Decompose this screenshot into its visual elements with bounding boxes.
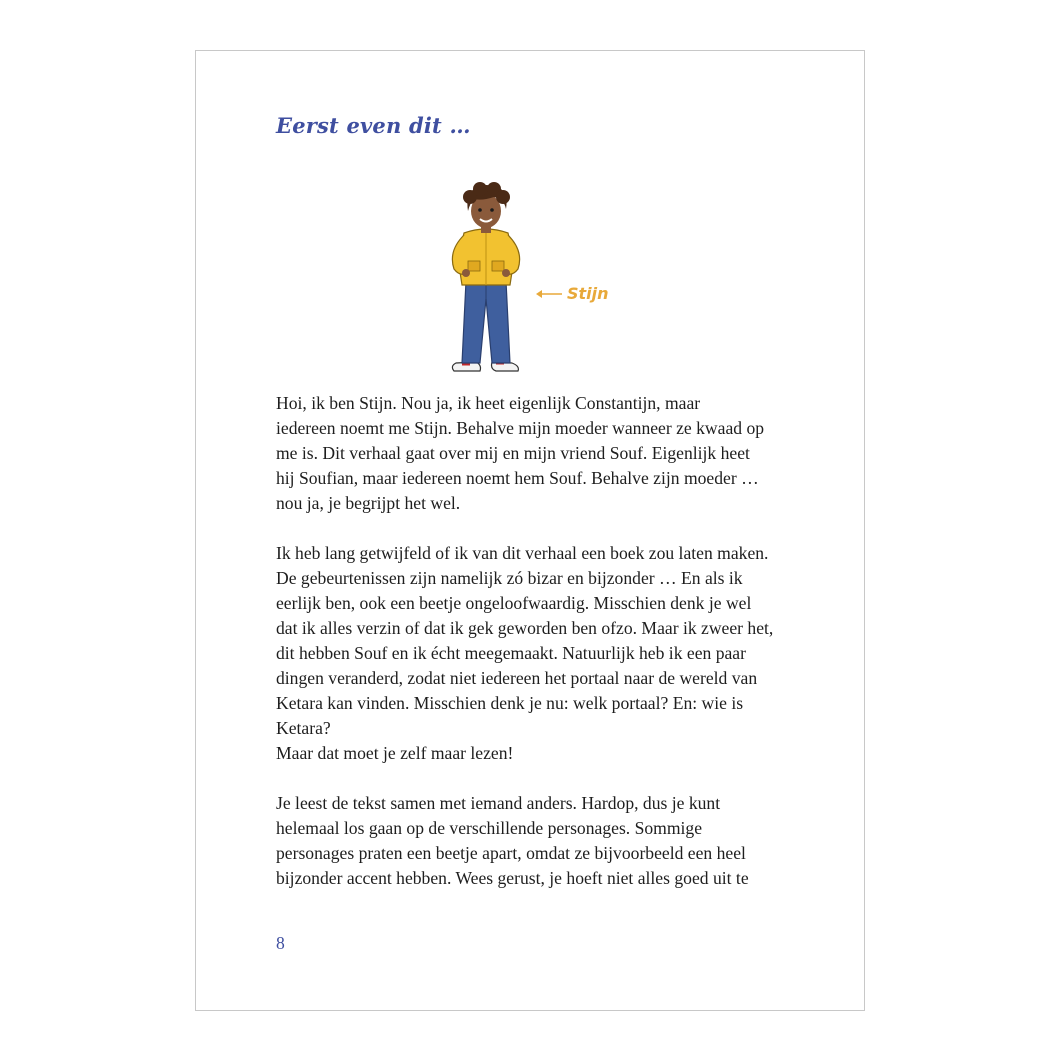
paragraph-reading: Je leest de tekst samen met iemand anders. Hardop, dus je kunt helemaal los gaan op de verschillende personages. Sommige personages praten een beetje apart, omdat ze bijvoorbeeld een heel bijzonder accent hebben. Wees gerust, je hoeft niet alles goed uit te	[276, 793, 749, 888]
paragraph-story: Ik heb lang getwijfeld of ik van dit verhaal een boek zou laten maken. De gebeurtenissen zijn namelijk zó bizar en bijzonder … En als ik eerlijk ben, ook een beetje ongeloofwaardig. Misschien denk je wel dat ik alles verzin of dat ik gek geworden ben ofzo. Maar ik zweer het, dit hebben Souf en ik écht meegemaakt. Natuurlijk heb ik een paar dingen veranderd, zodat niet iedereen het portaal naar de wereld van Ketara kan vinden. Misschien denk je nu: welk portaal? En: wie is Ketara? Maar dat moet je zelf maar lezen!	[276, 543, 774, 763]
character-name: Stijn	[567, 284, 609, 303]
boy-character-illustration	[436, 181, 636, 381]
character-label	[534, 284, 609, 303]
paragraph-intro: Hoi, ik ben Stijn. Nou ja, ik heet eigenlijk Constantijn, maar iedereen noemt me Stijn. Behalve mijn moeder wanneer ze kwaad op me is. Dit verhaal gaat over mij en mijn vriend Souf. Eigenlijk heet hij Soufian, maar iedereen noemt hem Souf. Behalve zijn moeder … nou ja, je begrijpt het wel.	[276, 393, 765, 513]
body-text	[276, 391, 796, 916]
arrow-left-icon	[534, 288, 564, 300]
page-number: 8	[276, 933, 285, 953]
book-page	[195, 50, 865, 1011]
chapter-heading: Eerst even dit …	[276, 113, 471, 138]
